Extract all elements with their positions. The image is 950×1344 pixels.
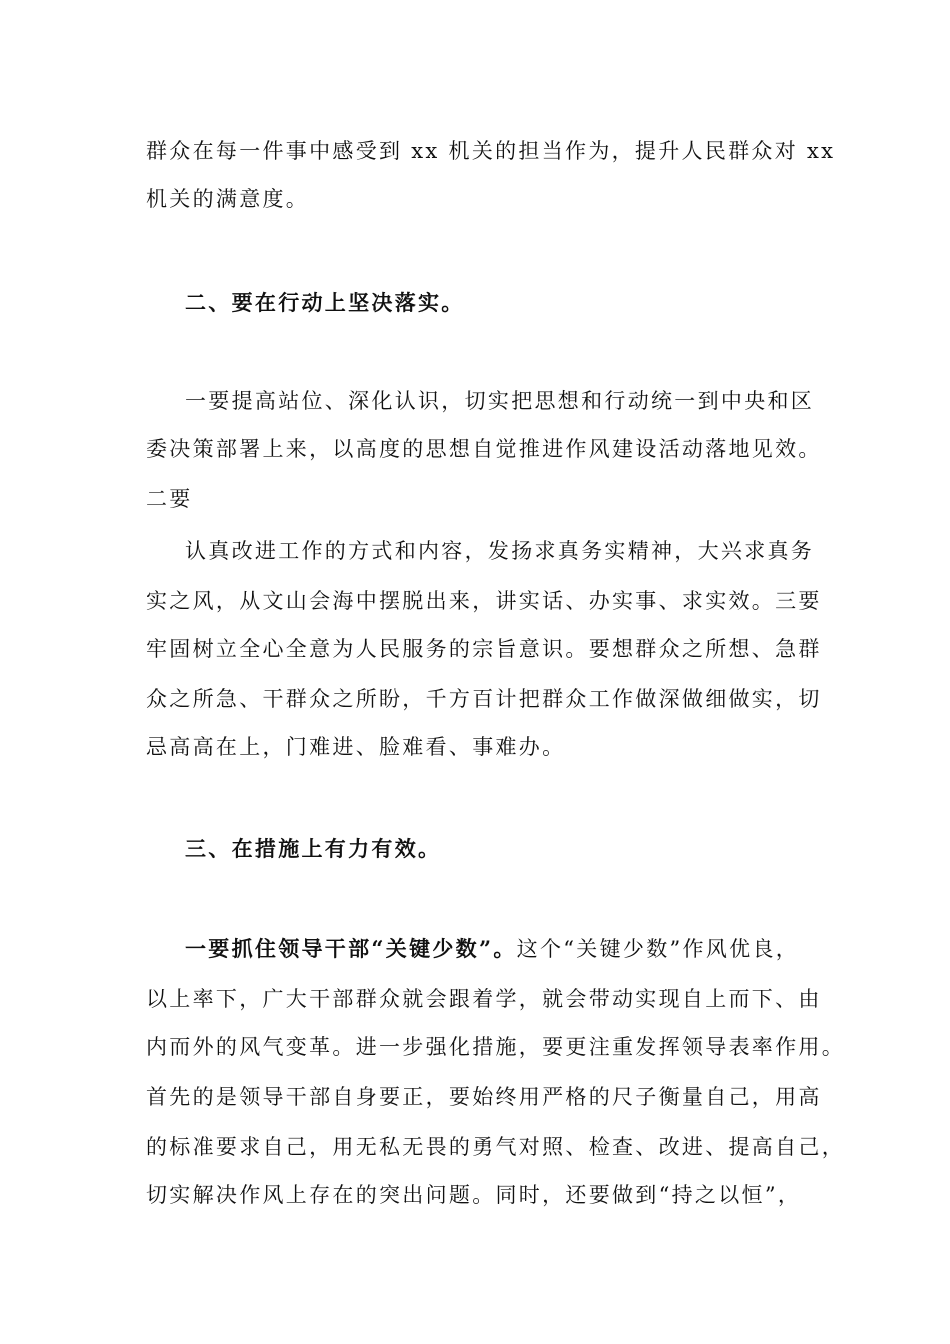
paragraph-continuation: 这个“关键少数”作风优良， xyxy=(516,937,800,961)
paragraph-line: 牢固树立全心全意为人民服务的宗旨意识。要想群众之所想、急群 xyxy=(146,637,822,661)
paragraph-line: 委决策部署上来，以高度的思想自觉推进作风建设活动落地见效。 xyxy=(146,437,822,461)
paragraph-line: 忌高高在上，门难进、脸难看、事难办。 xyxy=(146,735,566,759)
paragraph-line: 一要提高站位、深化认识，切实把思想和行动统一到中央和区 xyxy=(185,389,815,413)
section-heading-2: 二、要在行动上坚决落实。 xyxy=(185,290,465,315)
paragraph-line: 二要 xyxy=(146,487,193,511)
paragraph-line: 首先的是领导干部自身要正，要始终用严格的尺子衡量自己，用高 xyxy=(146,1085,822,1109)
paragraph-line: 切实解决作风上存在的突出问题。同时，还要做到“持之以恒”， xyxy=(146,1183,802,1207)
paragraph-line: 机关的满意度。 xyxy=(146,187,310,211)
section-heading-3: 三、在措施上有力有效。 xyxy=(185,836,442,861)
paragraph-line: 实之风，从文山会海中摆脱出来，讲实话、办实事、求实效。三要 xyxy=(146,589,822,613)
paragraph-line: 以上率下，广大干部群众就会跟着学，就会带动实现自上而下、由 xyxy=(146,987,822,1011)
paragraph-line: 众之所急、干群众之所盼，千方百计把群众工作做深做细做实，切 xyxy=(146,687,822,711)
paragraph-line xyxy=(185,934,799,964)
paragraph-line: 群众在每一件事中感受到 xx 机关的担当作为，提升人民群众对 xx xyxy=(146,139,836,163)
paragraph-line: 认真改进工作的方式和内容，发扬求真务实精神，大兴求真务 xyxy=(185,539,815,563)
paragraph-line: 内而外的风气变革。进一步强化措施，要更注重发挥领导表率作用。 xyxy=(146,1035,845,1059)
paragraph-line: 的标准要求自己，用无私无畏的勇气对照、检查、改进、提高自己， xyxy=(146,1135,845,1159)
bold-lead-phrase: 一要抓住领导干部“关键少数”。 xyxy=(185,936,517,961)
